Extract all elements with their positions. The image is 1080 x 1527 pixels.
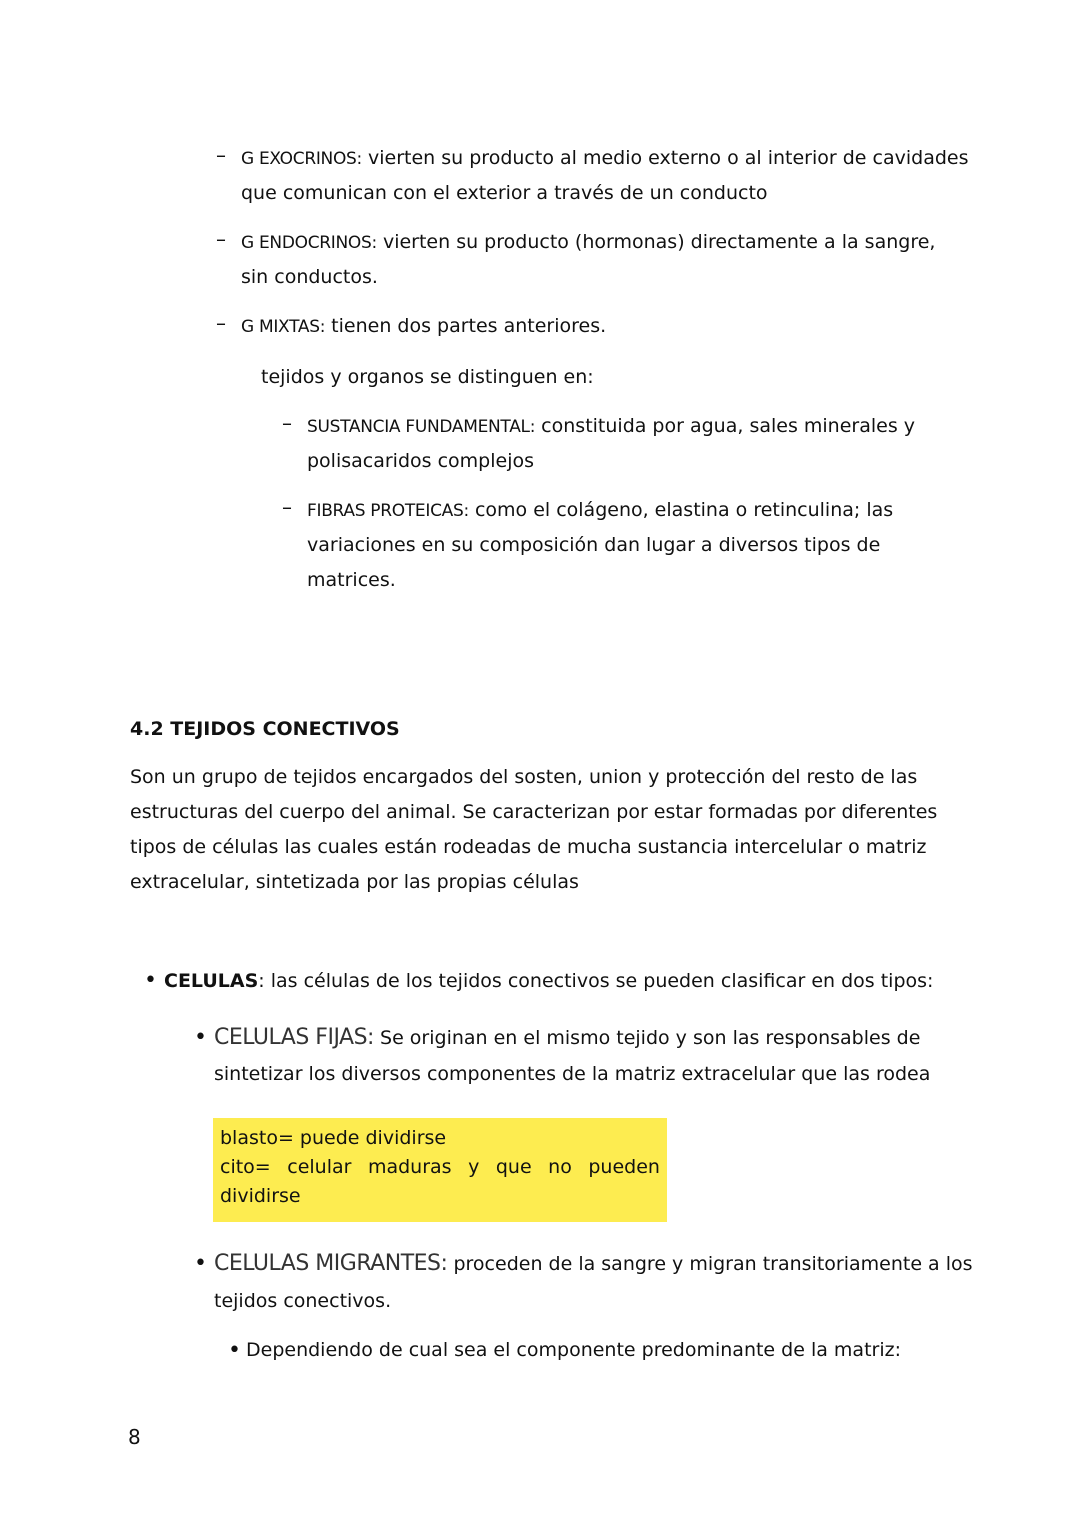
dash-bullet: – [282, 411, 292, 435]
fijas-line2: sintetizar los diversos componentes de la matriz extracelular que las rodea [214, 1063, 931, 1085]
fijas-line1 [214, 1020, 920, 1056]
section-heading: 4.2 TEJIDOS CONECTIVOS [130, 718, 400, 740]
note-word: cito= [220, 1156, 271, 1178]
migrantes-line2: tejidos conectivos. [214, 1290, 392, 1312]
note-word: y [468, 1156, 480, 1178]
gland-text: tienen dos partes anteriores. [325, 315, 607, 337]
gland-mixtas-line1 [241, 309, 606, 345]
dot-bullet: • [194, 1251, 207, 1276]
note-word: pueden [588, 1156, 660, 1178]
note-line3: dividirse [220, 1185, 301, 1207]
note-line1: blasto= puede dividirse [220, 1127, 447, 1149]
note-word: celular [287, 1156, 352, 1178]
gland-text: vierten su producto (hormonas) directamente a la sangre, [376, 231, 936, 253]
gland-endocrinos-line2: sin conductos. [241, 266, 378, 288]
gland-term: G EXOCRINOS: [241, 149, 362, 169]
dash-bullet: – [216, 311, 226, 335]
matrix-item-sustancia-line2: polisacaridos complejos [307, 450, 534, 472]
note-word: que [495, 1156, 532, 1178]
matrix-term: SUSTANCIA FUNDAMENTAL: [307, 417, 536, 437]
paragraph-line: estructuras del cuerpo del animal. Se caracterizan por estar formadas por diferentes [130, 801, 938, 823]
dash-bullet: – [216, 143, 226, 167]
dot-bullet: • [228, 1338, 241, 1363]
dash-bullet: – [216, 227, 226, 251]
migrantes-line1 [214, 1246, 973, 1282]
paragraph-line: tipos de células las cuales están rodeadas de mucha sustancia intercelular o matriz [130, 836, 927, 858]
matrix-text: como el colágeno, elastina o retinculina; las [468, 499, 894, 521]
dot-bullet: • [144, 968, 157, 993]
fijas-term: CELULAS FIJAS: [214, 1025, 374, 1050]
fijas-text: Se originan en el mismo tejido y son las responsables de [373, 1027, 921, 1049]
migrantes-term: CELULAS MIGRANTES: [214, 1251, 448, 1276]
migrantes-text: proceden de la sangre y migran transitoriamente a los [447, 1253, 973, 1275]
note-word: maduras [367, 1156, 452, 1178]
matrix-text: constituida por agua, sales minerales y [535, 415, 916, 437]
paragraph-line: Son un grupo de tejidos encargados del sosten, union y protección del resto de las [130, 766, 918, 788]
matrix-item-sustancia-line1 [307, 409, 915, 445]
celulas-text: : las células de los tejidos conectivos se pueden clasificar en dos tipos: [258, 970, 934, 992]
gland-term: G MIXTAS: [241, 317, 326, 337]
matrix-term: FIBRAS PROTEICAS: [307, 501, 469, 521]
matrix-item-fibras-line1 [307, 493, 893, 529]
paragraph-line: extracelular, sintetizada por las propias células [130, 871, 579, 893]
celulas-term: CELULAS [164, 970, 259, 992]
dot-bullet: • [194, 1025, 207, 1050]
gland-term: G ENDOCRINOS: [241, 233, 377, 253]
gland-exocrinos-line1 [241, 141, 968, 177]
gland-text: vierten su producto al medio externo o al interior de cavidades [361, 147, 969, 169]
sub-item-line: Dependiendo de cual sea el componente predominante de la matriz: [246, 1339, 901, 1361]
matrix-intro: tejidos y organos se distinguen en: [261, 366, 594, 388]
gland-exocrinos-line2: que comunican con el exterior a través de un conducto [241, 182, 768, 204]
page-number: 8 [128, 1425, 141, 1449]
celulas-line [164, 964, 933, 999]
matrix-item-fibras-line3: matrices. [307, 569, 396, 591]
matrix-item-fibras-line2: variaciones en su composición dan lugar a diversos tipos de [307, 534, 881, 556]
gland-endocrinos-line1 [241, 225, 935, 261]
note-word: no [548, 1156, 572, 1178]
note-line2 [220, 1153, 660, 1182]
dash-bullet: – [282, 495, 292, 519]
